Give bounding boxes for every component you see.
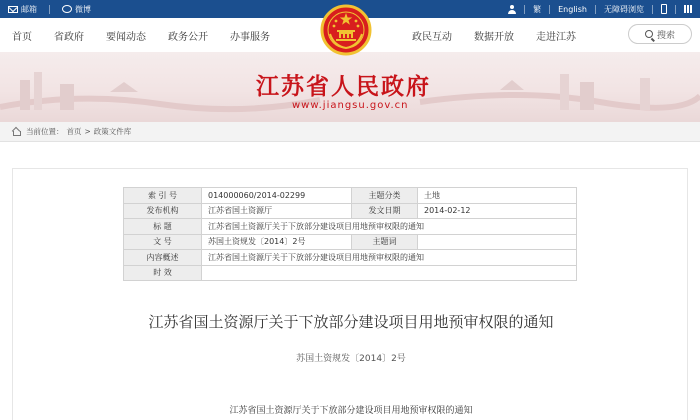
breadcrumb-home[interactable]: 首页 xyxy=(66,127,82,136)
nav-services[interactable]: 办事服务 xyxy=(230,31,270,43)
mail-label: 邮箱 xyxy=(21,4,37,14)
nav-government-affairs[interactable]: 政务公开 xyxy=(168,31,208,43)
document-body-first-line: 江苏省国土资源厅关于下放部分建设项目用地预审权限的通知 xyxy=(229,406,473,416)
search-icon xyxy=(645,30,653,38)
traditional-chinese-link[interactable]: 繁 xyxy=(533,4,542,14)
table-row xyxy=(124,188,577,204)
keyword-label: 主题词 xyxy=(352,234,418,250)
article-container xyxy=(12,168,688,420)
date-value: 2014-02-12 xyxy=(418,203,577,219)
table-row xyxy=(124,203,577,219)
nav-provincial-government[interactable]: 省政府 xyxy=(54,31,84,43)
validity-value xyxy=(202,265,577,281)
category-value: 土地 xyxy=(418,188,577,204)
national-emblem-icon xyxy=(320,4,372,56)
mail-link[interactable] xyxy=(8,4,37,15)
index-value: 014000060/2014-02299 xyxy=(202,188,352,204)
weibo-label: 微博 xyxy=(75,4,91,14)
date-label: 发文日期 xyxy=(352,203,418,219)
summary-value: 江苏省国土资源厅关于下放部分建设项目用地预审权限的通知 xyxy=(202,250,577,266)
breadcrumb-policy-library[interactable]: 政策文件库 xyxy=(93,127,132,136)
docno-value: 苏国土资规发〔2014〕2号 xyxy=(202,234,352,250)
divider xyxy=(675,5,676,14)
site-title: 江苏省人民政府 xyxy=(256,73,431,100)
table-row xyxy=(124,234,577,250)
divider xyxy=(524,5,525,14)
document-title: 江苏省国土资源厅关于下放部分建设项目用地预审权限的通知 xyxy=(148,313,554,331)
search-label: 搜索 xyxy=(656,30,675,41)
search-button[interactable] xyxy=(628,24,692,44)
docno-label: 文 号 xyxy=(124,234,202,250)
nav-news[interactable]: 要闻动态 xyxy=(106,31,146,43)
site-url: www.jiangsu.gov.cn xyxy=(292,100,409,111)
title-label: 标 题 xyxy=(124,219,202,235)
nav-home[interactable]: 首页 xyxy=(12,31,32,43)
keyword-value xyxy=(418,234,577,250)
breadcrumb-separator: > xyxy=(84,127,91,136)
validity-label: 时 效 xyxy=(124,265,202,281)
weibo-icon xyxy=(62,5,72,13)
table-row xyxy=(124,219,577,235)
user-icon[interactable] xyxy=(508,5,516,14)
divider xyxy=(49,5,50,14)
weibo-link[interactable] xyxy=(62,4,91,15)
nav-open-data[interactable]: 数据开放 xyxy=(474,31,514,43)
summary-label: 内容概述 xyxy=(124,250,202,266)
nav-about-jiangsu[interactable]: 走进江苏 xyxy=(536,31,576,43)
site-banner xyxy=(0,52,700,122)
divider xyxy=(595,5,596,14)
document-number: 苏国土资规发〔2014〕2号 xyxy=(296,354,406,364)
divider xyxy=(652,5,653,14)
nav-interaction[interactable]: 政民互动 xyxy=(412,31,452,43)
mail-icon xyxy=(8,6,18,13)
title-value: 江苏省国土资源厅关于下放部分建设项目用地预审权限的通知 xyxy=(202,219,577,235)
document-metadata-table xyxy=(123,187,577,281)
english-link[interactable]: English xyxy=(558,4,587,14)
table-row xyxy=(124,265,577,281)
breadcrumb-prefix: 当前位置： xyxy=(26,127,64,136)
breadcrumb xyxy=(0,122,700,142)
accessibility-link[interactable]: 无障碍浏览 xyxy=(604,4,644,14)
category-label: 主题分类 xyxy=(352,188,418,204)
mobile-icon[interactable] xyxy=(661,4,667,14)
home-icon xyxy=(12,128,20,135)
menu-grid-icon[interactable] xyxy=(684,5,692,13)
index-label: 索 引 号 xyxy=(124,188,202,204)
org-value: 江苏省国土资源厅 xyxy=(202,203,352,219)
divider xyxy=(549,5,550,14)
table-row xyxy=(124,250,577,266)
org-label: 发布机构 xyxy=(124,203,202,219)
